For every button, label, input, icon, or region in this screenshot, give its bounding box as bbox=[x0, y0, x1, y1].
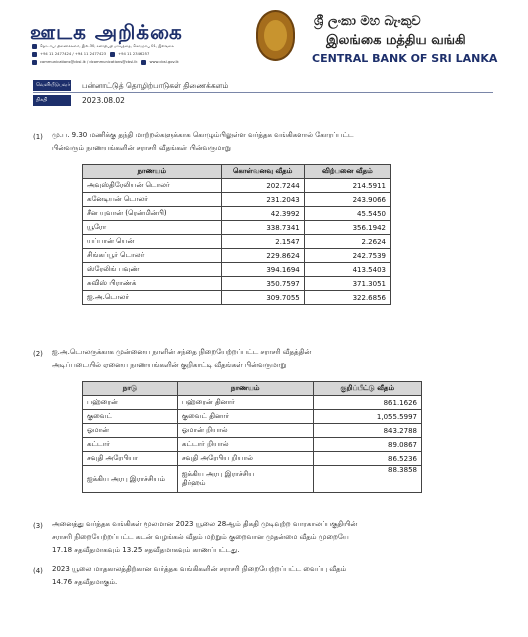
bank-name-sinhala: ශ්‍රී ලංකා මහ බැංකුව bbox=[314, 14, 421, 29]
web-icon bbox=[141, 60, 146, 65]
header-currency: நாணயம் bbox=[83, 165, 222, 179]
meta-divider bbox=[33, 92, 493, 93]
date-value: 2023.08.02 bbox=[82, 96, 125, 105]
email-icon bbox=[32, 60, 37, 65]
bank-name-english: CENTRAL BANK OF SRI LANKA bbox=[312, 52, 498, 65]
central-bank-seal-logo bbox=[256, 10, 295, 61]
address-text: தொடர்பு: திணைக்களம், இல.30, சனாதிபதி மாவத்தை, கொழும்பு 01, இலங்கை bbox=[40, 44, 174, 48]
table-row: குவைட் குவைட் தினார் 1,055.5997 bbox=[83, 410, 422, 424]
table-header-row bbox=[83, 165, 391, 179]
table-row: சுவிஸ் பிராண்க் 350.7597 371.3051 bbox=[83, 277, 391, 291]
table-row: சிங்கப்பூர் டொலர் 229.8624 242.7539 bbox=[83, 249, 391, 263]
email-link[interactable]: communications@cbsl.lk / dcommunications@cbsl.lk bbox=[40, 60, 138, 64]
email-row bbox=[32, 58, 179, 66]
table-row: யூரோ 338.7341 356.1942 bbox=[83, 221, 391, 235]
date-label: திகதி bbox=[33, 95, 71, 106]
header-currency: நாணயம் bbox=[177, 382, 313, 396]
section2-text: ஐ.அ.டொலருக்காக முன்னைய நாளின் சந்தை நிறையேற்றப்பட்ட சராசரி வீதத்தின் அடிப்படையில் ஏனைய நாணயங்களின் குறிகாட்டி வீதங்கள் பின்வருமாறு bbox=[52, 348, 312, 369]
address-row bbox=[32, 42, 179, 50]
header-selling-rate: விற்பனை வீதம் bbox=[304, 165, 390, 179]
section1-number: (1) bbox=[33, 133, 43, 141]
table-row: கட்டார் கட்டார் றியால் 89.0867 bbox=[83, 438, 422, 452]
table-row: கனேடியன் டொலர் 231.2043 243.9066 bbox=[83, 193, 391, 207]
bank-name-tamil: இலங்கை மத்திய வங்கி bbox=[326, 33, 466, 48]
table-row: சீன யுவான் (ரென்மின்பி) 42.3992 45.5450 bbox=[83, 207, 391, 221]
address-icon bbox=[32, 44, 37, 49]
section2-number: (2) bbox=[33, 350, 43, 358]
exchange-rate-table bbox=[82, 164, 391, 305]
section3-text: அனைத்து வர்த்தக வங்கிகள் மூலமான 2023 யூலை 28ஆம் திகதி முடிவுற்ற வாரகாலப்பகுதியின் சராசரி நிறையேற்றப்பட்ட கடன் வழங்கல் வீதம் மற்றும் குறைவான முதன்மை வீதம் முறையே 17.18 சதவீதமாகவும் 13.25 சதவீதமாகவும் காணப்பட்டது. bbox=[52, 520, 358, 554]
table-row: சவுதி அரேபியா சவுதி அரேபிய றியால் 86.5236 bbox=[83, 452, 422, 466]
table-row: ஐ.அ.டொலர் 309.7055 322.6856 bbox=[83, 291, 391, 305]
section4-number: (4) bbox=[33, 567, 43, 575]
header-indicative-rate: குறிப்பீட்டு வீதம் bbox=[313, 382, 422, 396]
table-row: யப்பான் யென் 2.1547 2.2624 bbox=[83, 235, 391, 249]
issued-by-value: பன்னாட்டுத் தொழிற்பாடுகள் திணைக்களம் bbox=[82, 81, 229, 90]
web-link[interactable]: www.cbsl.gov.lk bbox=[149, 60, 179, 64]
section1-text: மு.ப. 9.30 மணிக்கு தந்தி மாற்றல்களுக்காக கொழும்பிலுள்ள வர்த்தக வங்கிகளால் கோரப்பட்ட பின்வரும் நாணயங்களின் சராசரி வீதங்கள் பின்வருமாறு bbox=[52, 131, 354, 152]
phone-icon bbox=[32, 52, 37, 57]
header-country: நாடு bbox=[83, 382, 178, 396]
header-buying-rate: கொள்வனவு வீதம் bbox=[221, 165, 304, 179]
phone-row bbox=[32, 50, 179, 58]
issued-by-label: வெளியீடுபவர் bbox=[33, 80, 71, 91]
phone-text: +94 11 2477424 / +94 11 2477423 bbox=[40, 52, 107, 56]
table-row: ஓமான் ஓமான் றியால் 843.2788 bbox=[83, 424, 422, 438]
fax-text: +94 11 2346257 bbox=[118, 52, 150, 56]
table-row: பஹ்ரைன் பஹ்ரைன் தினார் 861.1626 bbox=[83, 396, 422, 410]
fax-icon bbox=[110, 52, 115, 57]
section4-text: 2023 யூலை மாதகாலத்திற்கான வர்த்தக வங்கிகளின் சராசரி நிறையேற்றப்பட்ட வைப்பு வீதம் 14.76 சதவீதமாகும். bbox=[52, 565, 347, 586]
contact-block bbox=[32, 42, 179, 66]
table-row: அவுஸ்திரேலியன் டொலர் 202.7244 214.5911 bbox=[83, 179, 391, 193]
table-header-row bbox=[83, 382, 422, 396]
table-row: ஸ்ரேலிங் பவுண் 394.1694 413.5403 bbox=[83, 263, 391, 277]
media-release-title: ஊடக அறிக்கை bbox=[30, 20, 183, 44]
indicative-rate-table bbox=[82, 381, 422, 493]
section3-number: (3) bbox=[33, 522, 43, 530]
table-row: ஐக்கிய அரபு இராச்சியம் ஐக்கிய அரபு இராச்சிய திர்ஹம் 88.3858 bbox=[83, 466, 422, 493]
